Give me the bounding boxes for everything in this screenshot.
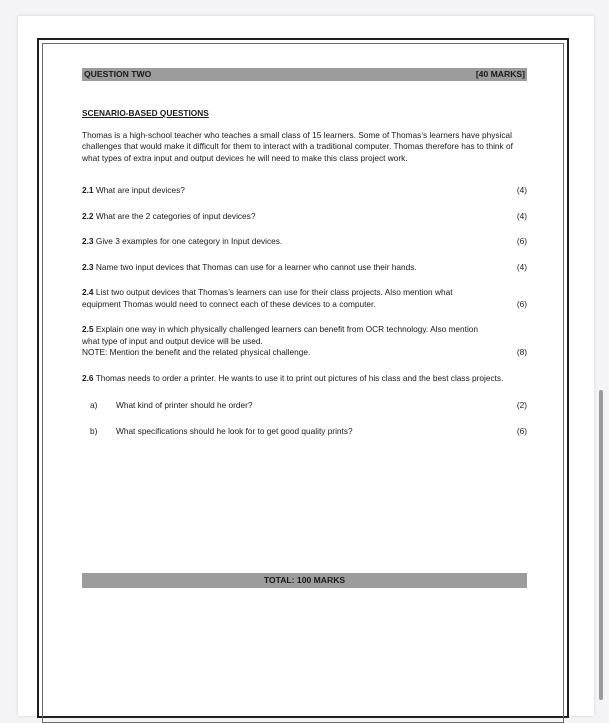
question-total-marks: [40 MARKS] [475, 69, 525, 79]
question-2-2 [82, 211, 527, 223]
sub-question-a [82, 400, 527, 412]
question-text: Name two input devices that Thomas can use for a learner who cannot use their hands. [95, 261, 417, 272]
question-note: NOTE: Mention the benefit and the related physical challenge. [82, 347, 311, 357]
question-number: 2.4 [82, 287, 94, 297]
question-number: 2.5 [82, 324, 94, 334]
question-2-3a [82, 236, 527, 248]
question-title: QUESTION TWO [84, 69, 152, 79]
question-number: 2.3 [82, 261, 94, 272]
question-header-banner [82, 68, 527, 81]
section-heading: SCENARIO-BASED QUESTIONS [82, 108, 209, 118]
total-marks-banner: TOTAL: 100 MARKS [82, 573, 527, 588]
scenario-paragraph: Thomas is a high-school teacher who teaches a small class of 15 learners. Some of Thomas’s learners have physical challenges that would make it difficult for them to interact with a traditional computer. Thomas therefore has to think of what types of extra input and output devices he will need to make this class project work. [82, 129, 513, 163]
scrollbar[interactable] [599, 390, 603, 700]
sub-question-letter: a) [90, 400, 98, 410]
sub-question-marks: (2) [516, 400, 527, 410]
question-2-5 [82, 324, 527, 359]
question-number: 2.2 [82, 210, 94, 221]
question-number: 2.3 [82, 236, 94, 246]
question-text: Explain one way in which physically challenged learners can benefit from OCR technology. Also mention what type of input and output device will be used. [82, 324, 479, 346]
question-marks: (4) [516, 185, 527, 195]
question-marks: (6) [516, 298, 527, 309]
question-number: 2.6 [82, 372, 94, 383]
sub-question-marks: (6) [516, 425, 527, 436]
question-number: 2.1 [82, 185, 94, 195]
question-2-3b [82, 262, 527, 274]
sub-question-letter: b) [90, 425, 98, 436]
question-marks: (8) [516, 347, 527, 357]
question-text: What are the 2 categories of input devices? [95, 210, 256, 221]
question-text: What are input devices? [95, 185, 185, 195]
question-text: Give 3 examples for one category in Input devices. [95, 236, 283, 246]
question-marks: (4) [516, 261, 527, 272]
question-2-4 [82, 287, 527, 310]
question-text: List two output devices that Thomas’s learners can use for their class projects. Also mention what equipment Thomas would need to connect each of these devices to a computer. [82, 287, 453, 309]
question-text: Thomas needs to order a printer. He wants to use it to print out pictures of his class and the best class projects. [95, 372, 504, 383]
question-marks: (6) [516, 236, 527, 246]
document-content [82, 68, 527, 437]
sub-question-text: What kind of printer should he order? [116, 400, 253, 410]
question-marks: (4) [516, 210, 527, 221]
sub-question-text: What specifications should he look for to get good quality prints? [116, 425, 353, 436]
question-2-6 [82, 373, 527, 385]
question-2-1 [82, 185, 527, 197]
sub-question-b [82, 426, 527, 438]
